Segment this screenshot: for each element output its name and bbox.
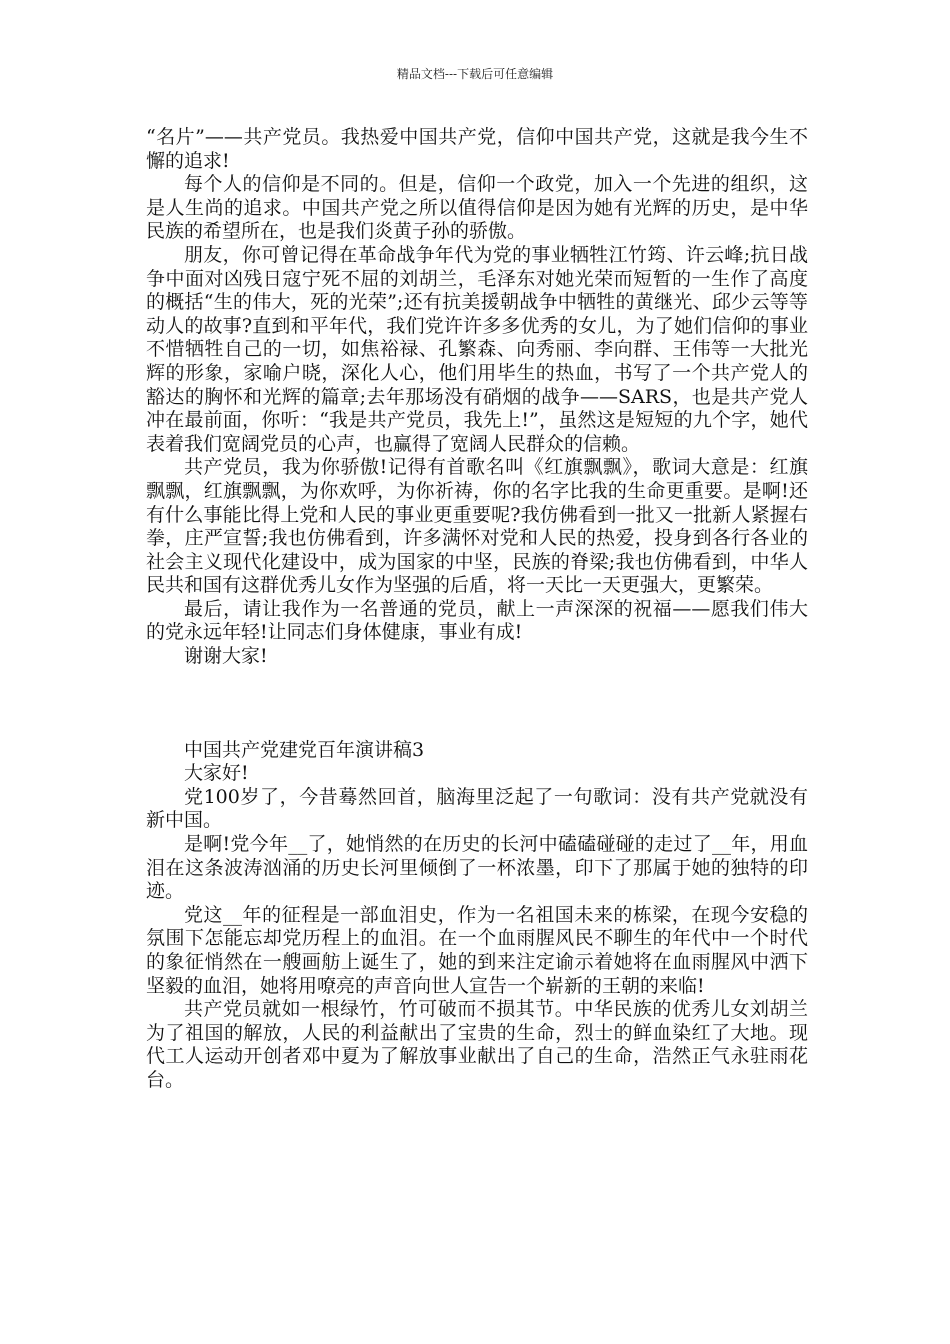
paragraph: 大家好! <box>184 762 249 785</box>
paragraph: 每个人的信仰是不同的。但是，信仰一个政党，加入一个先进的组织，这是人生尚的追求。中国共产党之所以值得信仰是因为她有光辉的历史，是中华民族的希望所在，也是我们炎黄子孙的骄傲。 <box>146 173 808 243</box>
paragraph: 是啊!党今年__了，她悄然的在历史的长河中磕磕碰碰的走过了__年，用血泪在这条波涛汹涌的历史长河里倾倒了一杯浓墨，印下了那属于她的独特的印迹。 <box>146 833 808 903</box>
paragraph: 党这__年的征程是一部血泪史，作为一名祖国未来的栋梁，在现今安稳的氛围下怎能忘却党历程上的血泪。在一个血雨腥风民不聊生的年代中一个时代的象征悄然在一艘画舫上诞生了，她的到来注定谕示着她将在血雨腥风中洒下坚毅的血泪，她将用嘹亮的声音向世人宣告一个崭新的王朝的来临! <box>146 903 808 997</box>
page-header: 精品文档---下载后可任意编辑 <box>396 67 554 81</box>
paragraph: 党100岁了，今昔蓦然回首，脑海里泛起了一句歌词：没有共产党就没有新中国。 <box>146 785 808 832</box>
paragraph: 共产党员就如一根绿竹，竹可破而不损其节。中华民族的优秀儿女刘胡兰为了祖国的解放，人民的利益献出了宝贵的生命，烈士的鲜血染红了大地。现代工人运动开创者邓中夏为了解放事业献出了自己的生命，浩然正气永驻雨花台。 <box>146 998 808 1091</box>
paragraph: 共产党员，我为你骄傲!记得有首歌名叫《红旗飘飘》，歌词大意是：红旗飘飘，红旗飘飘，为你欢呼，为你祈祷，你的名字比我的生命更重要。是啊!还有什么事能比得上党和人民的事业更重要呢?我仿佛看到一批又一批新人紧握右拳，庄严宣誓;我也仿佛看到，许多满怀对党和人民的热爱，投身到各行各业的社会主义现代化建设中，成为国家的中坚，民族的脊梁;我也仿佛看到，中华人民共和国有这群优秀儿女作为坚强的后盾，将一天比一天更强大，更繁荣。 <box>146 456 808 597</box>
section-title: 中国共产党建党百年演讲稿3 <box>184 738 425 761</box>
paragraph: 谢谢大家! <box>184 645 268 668</box>
section-spacer <box>146 669 808 739</box>
document-body <box>146 126 808 1093</box>
paragraph: 朋友，你可曾记得在革命战争年代为党的事业牺牲江竹筠、许云峰;抗日战争中面对凶残日寇宁死不屈的刘胡兰，毛泽东对她光荣而短暂的一生作了高度的概括“生的伟大，死的光荣”;还有抗美援朝战争中牺牲的黄继光、邱少云等等动人的故事?直到和平年代，我们党许许多多优秀的女儿，为了她们信仰的事业不惜牺牲自己的一切，如焦裕禄、孔繁森、向秀丽、李向群、王伟等一大批光辉的形象，家喻户晓，深化人心，他们用毕生的热血，书写了一个共产党人的豁达的胸怀和光辉的篇章;去年那场没有硝烟的战争——SARS，也是共产党人冲在最前面，你听：“我是共产党员，我先上!”，虽然这是短短的九个字，她代表着我们宽阔党员的心声，也赢得了宽阔人民群众的信赖。 <box>146 243 808 455</box>
paragraph: “名片”——共产党员。我热爱中国共产党，信仰中国共产党，这就是我今生不懈的追求! <box>146 126 808 172</box>
paragraph: 最后，请让我作为一名普通的党员，献上一声深深的祝福——愿我们伟大的党永远年轻!让同志们身体健康，事业有成! <box>146 597 808 644</box>
